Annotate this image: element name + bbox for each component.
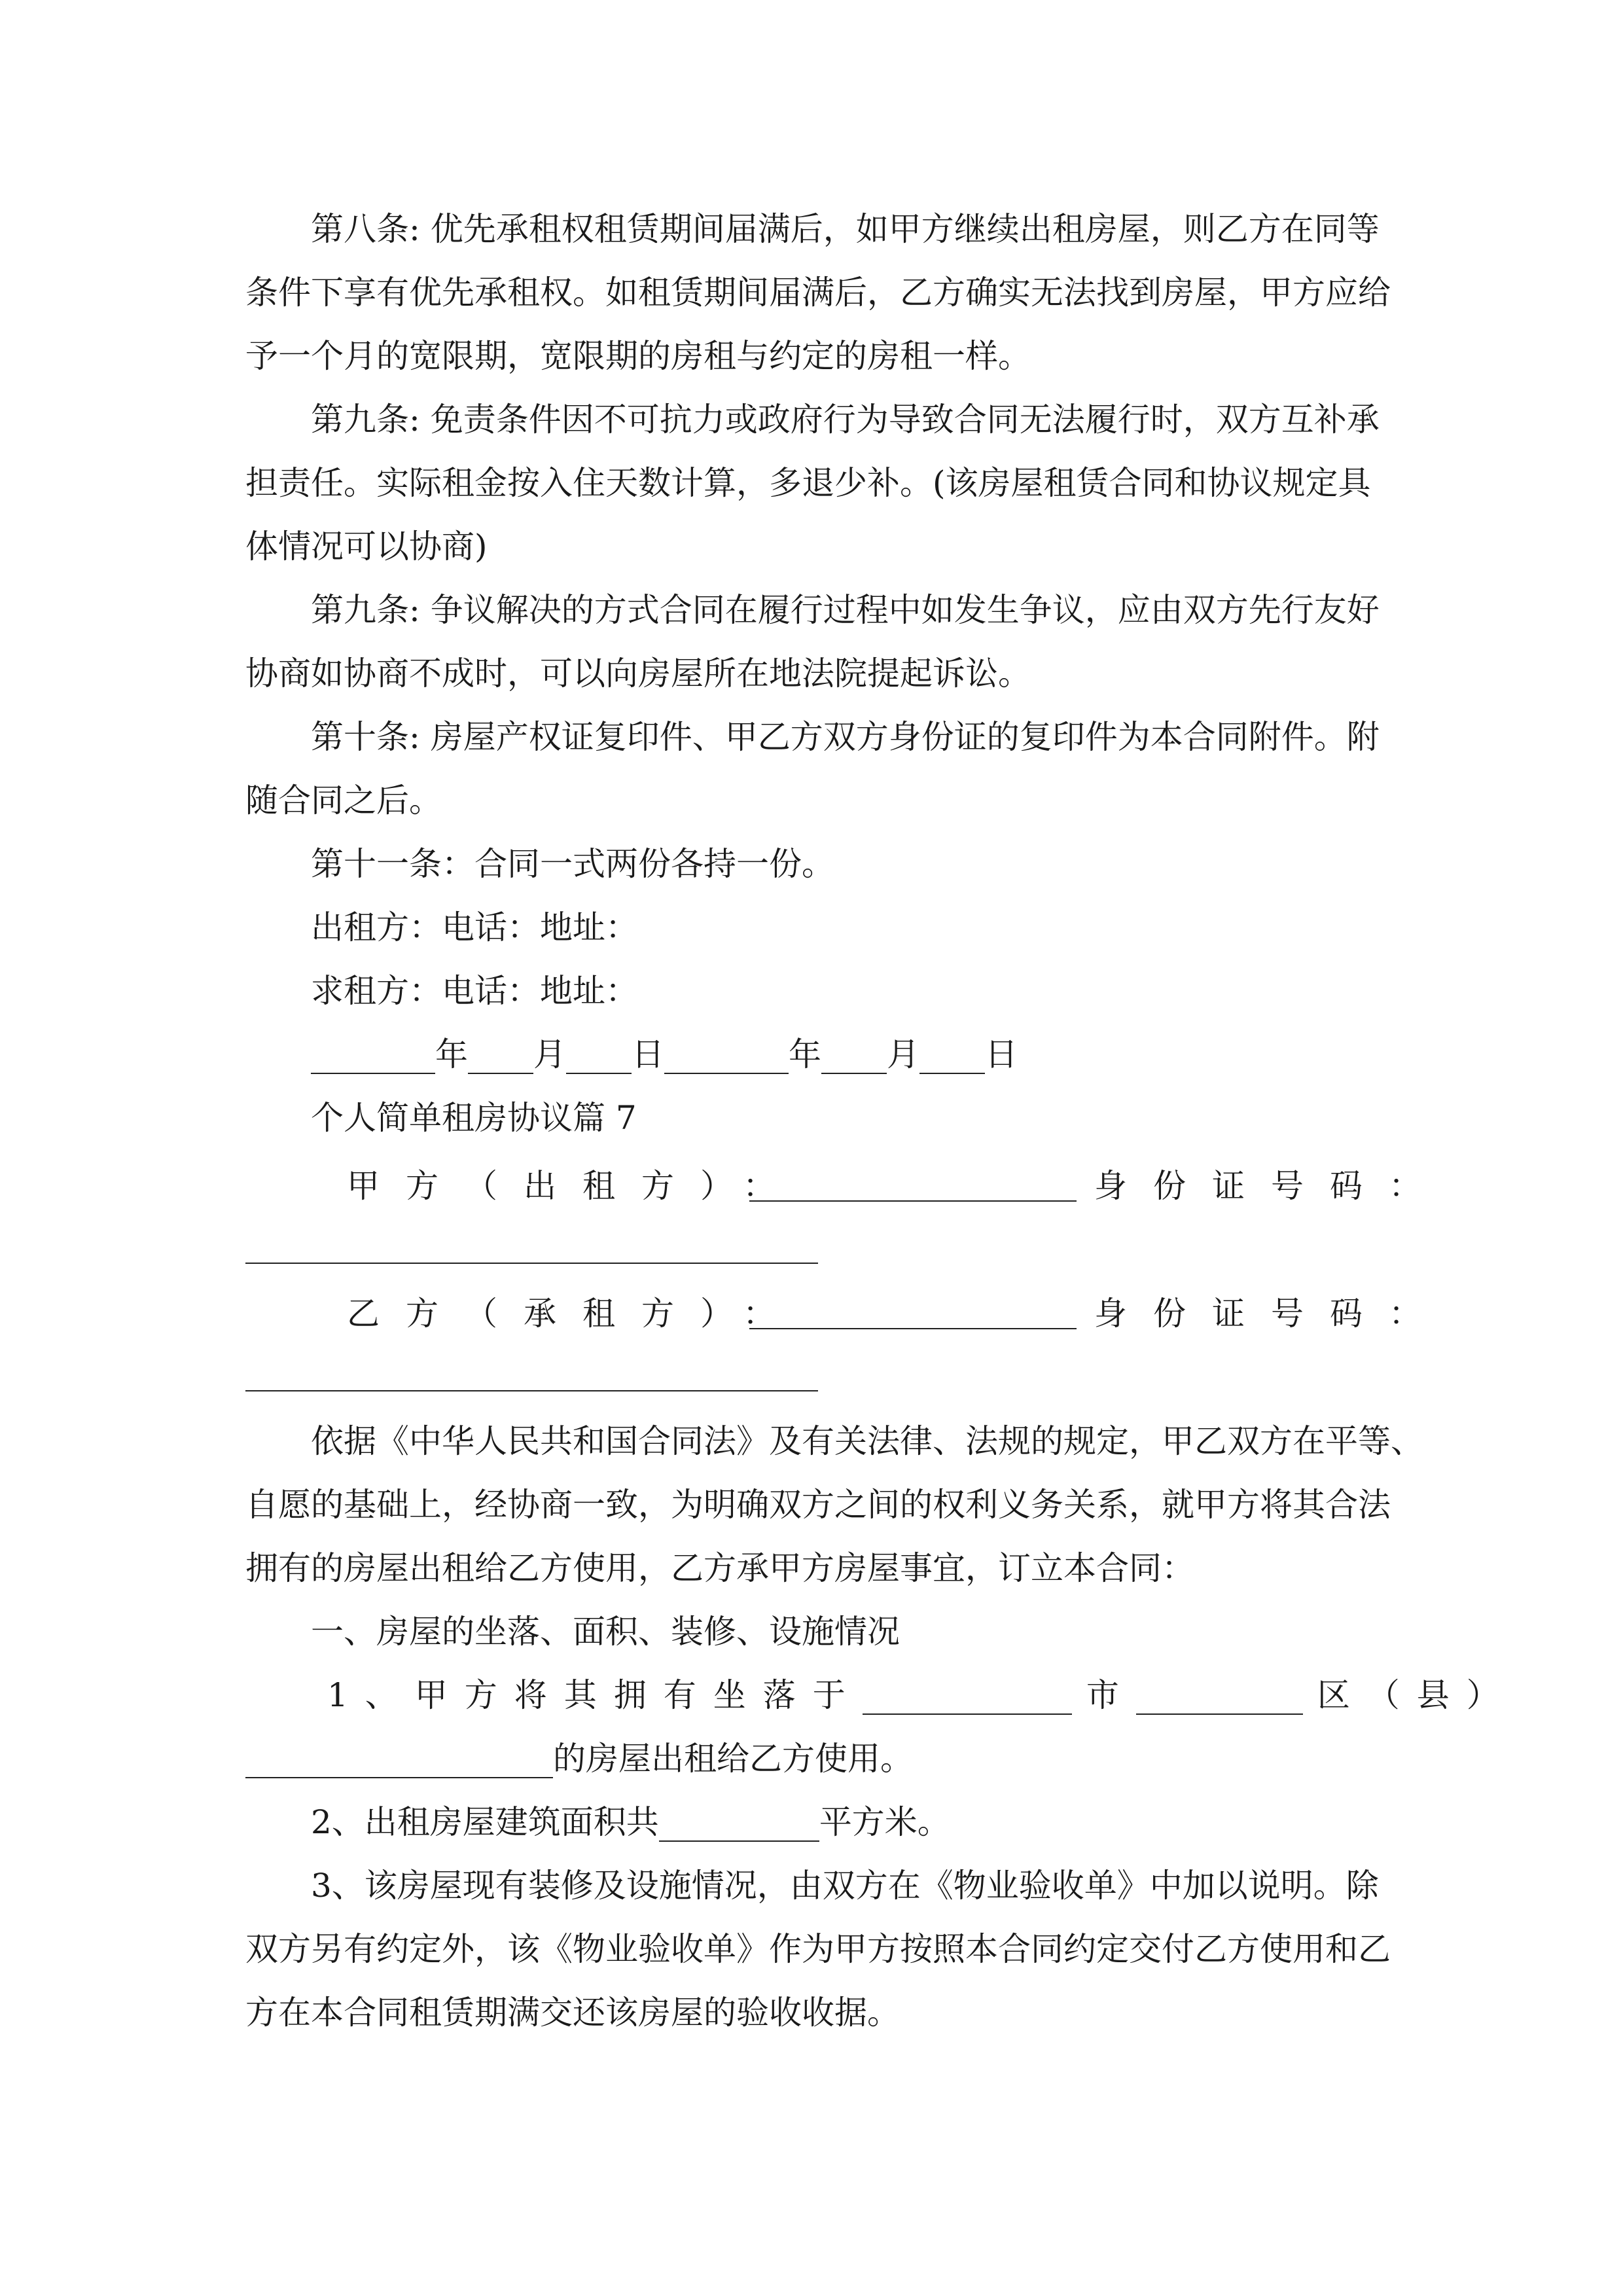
clause-1-1-row-2 — [245, 1739, 1384, 1778]
article-9a-line-1: 第九条: 免责条件因不可抗力或政府行为导致合同无法履行时，双方互补承 — [311, 401, 1380, 439]
party-b-name-blank[interactable] — [749, 1328, 1077, 1329]
article-8-line-3: 予一个月的宽限期，宽限期的房租与约定的房租一样。 — [245, 337, 1031, 375]
clause-1-3-line-2: 双方另有约定外，该《物业验收单》作为甲方按照本合同约定交付乙方使用和乙 — [245, 1930, 1391, 1968]
party-a-name-blank[interactable] — [749, 1200, 1077, 1202]
article-8-line-1: 第八条: 优先承租权租赁期间届满后，如甲方继续出租房屋，则乙方在同等 — [311, 210, 1380, 248]
year-blank-2[interactable] — [664, 1040, 789, 1074]
intro-line-2: 自愿的基础上，经协商一致，为明确双方之间的权利义务关系，就甲方将其合法 — [245, 1486, 1391, 1524]
day-label-2: 日 — [985, 1035, 1018, 1073]
party-a-id-text: 身份证号码： — [1094, 1167, 1448, 1205]
month-blank-1[interactable] — [468, 1040, 533, 1074]
month-blank-2[interactable] — [821, 1040, 887, 1074]
article-9a-line-3: 体情况可以协商) — [245, 528, 488, 565]
clause-1-1-district: 区（县） — [1317, 1676, 1516, 1714]
address-blank[interactable] — [245, 1744, 553, 1778]
clause-1-1-prefix: 1、甲方将其拥有坐落于 — [327, 1676, 863, 1714]
article-11: 第十一条：合同一式两份各持一份。 — [311, 845, 834, 883]
party-a-label: 甲方（出租方）： — [347, 1167, 802, 1205]
year-blank-1[interactable] — [311, 1040, 435, 1074]
clause-1-title: 一、房屋的坐落、面积、装修、设施情况 — [311, 1613, 900, 1651]
day-blank-2[interactable] — [919, 1040, 985, 1074]
clause-1-1-city: 市 — [1086, 1676, 1136, 1714]
article-9b-line-2: 协商如协商不成时，可以向房屋所在地法院提起诉讼。 — [245, 655, 1031, 692]
party-a-id-label — [1094, 1166, 1448, 1206]
month-label-1: 月 — [533, 1035, 566, 1073]
party-b-id-text: 身份证号码： — [1094, 1295, 1448, 1333]
year-label-2: 年 — [789, 1035, 821, 1073]
article-10-line-1: 第十条: 房屋产权证复印件、甲乙方双方身份证的复印件为本合同附件。附 — [311, 718, 1380, 756]
article-10-line-2: 随合同之后。 — [245, 781, 442, 819]
section-title: 个人简单租房协议篇 7 — [311, 1099, 637, 1137]
clause-1-1-row — [327, 1676, 1516, 1715]
party-b-label: 乙方（承租方）： — [347, 1295, 802, 1333]
day-blank-1[interactable] — [566, 1040, 632, 1074]
article-8-line-2: 条件下享有优先承租权。如租赁期间届满后，乙方确实无法找到房屋，甲方应给 — [245, 274, 1391, 312]
clause-1-2-prefix: 2、出租房屋建筑面积共 — [311, 1803, 659, 1841]
party-a-id-blank[interactable] — [245, 1263, 818, 1264]
district-blank[interactable] — [1136, 1681, 1303, 1715]
lessee-line: 求租方：电话：地址： — [311, 972, 638, 1010]
clause-1-2-row — [311, 1803, 1384, 1842]
party-b-id-blank[interactable] — [245, 1390, 818, 1391]
area-blank[interactable] — [659, 1808, 819, 1842]
day-label-1: 日 — [632, 1035, 664, 1073]
clause-1-3-line-1: 3、该房屋现有装修及设施情况，由双方在《物业验收单》中加以说明。除 — [311, 1867, 1379, 1905]
lessor-line: 出租方：电话：地址： — [311, 908, 638, 946]
intro-line-1: 依据《中华人民共和国合同法》及有关法律、法规的规定，甲乙双方在平等、 — [311, 1422, 1423, 1460]
intro-line-3: 拥有的房屋出租给乙方使用，乙方承甲方房屋事宜，订立本合同： — [245, 1549, 1194, 1587]
year-label-1: 年 — [435, 1035, 468, 1073]
clause-1-1-suffix: 的房屋出租给乙方使用。 — [553, 1740, 913, 1778]
date-line — [311, 1035, 1384, 1074]
city-blank[interactable] — [863, 1681, 1072, 1715]
month-label-2: 月 — [887, 1035, 919, 1073]
party-b-id-label — [1094, 1294, 1448, 1333]
article-9b-line-1: 第九条: 争议解决的方式合同在履行过程中如发生争议，应由双方先行友好 — [311, 591, 1380, 629]
clause-1-2-suffix: 平方米。 — [819, 1803, 950, 1841]
article-9a-line-2: 担责任。实际租金按入住天数计算，多退少补。(该房屋租赁合同和协议规定具 — [245, 464, 1371, 502]
clause-1-3-line-3: 方在本合同租赁期满交还该房屋的验收收据。 — [245, 1994, 900, 2032]
